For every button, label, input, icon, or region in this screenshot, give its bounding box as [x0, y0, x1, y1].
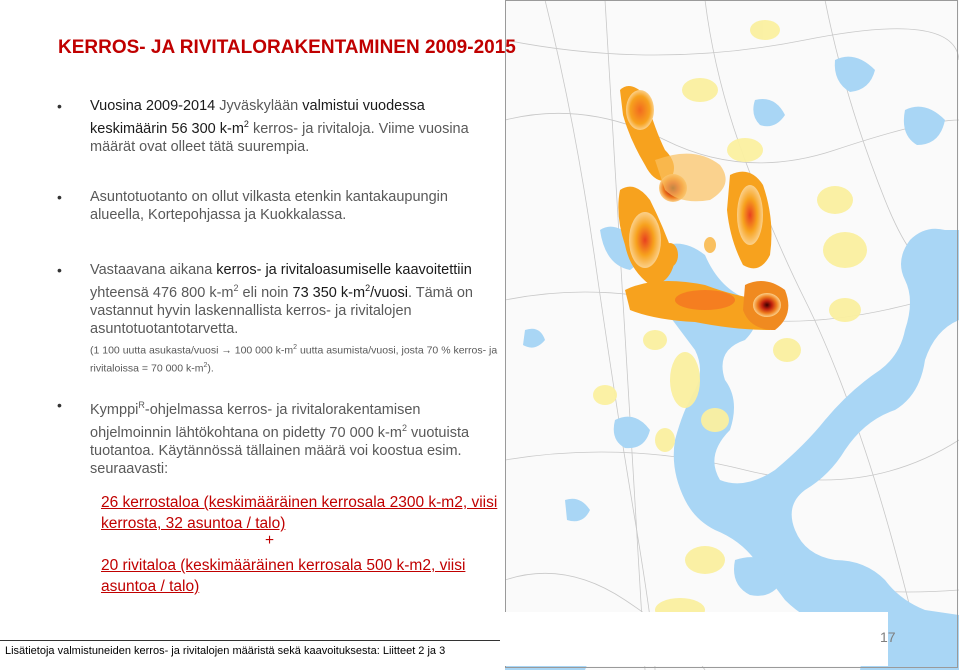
text-average: valmistui vuodessa keskimäärin 56 300 k-m — [90, 98, 425, 137]
text-part: Vastaavana aikana — [90, 262, 217, 278]
text-sup: 2 — [293, 343, 298, 351]
bullet-production — [57, 97, 500, 156]
text-city: Jyväskylään — [215, 98, 303, 114]
text-part: 73 350 k-m — [292, 284, 366, 301]
text-part: . Tämä on vastannut hyvin laskennallista kerros- ja rivitalojen asuntotuotantotarvetta. — [90, 284, 473, 337]
bullet-housing — [57, 188, 500, 224]
calc-note — [90, 340, 500, 377]
text-part: ). — [207, 362, 214, 375]
text-part: (1 100 uutta asukasta/vuosi → 100 000 k-m — [90, 344, 294, 357]
slide-title: KERROS- JA RIVITALORAKENTAMINEN 2009-2015 — [58, 37, 516, 58]
text-sup: R — [138, 400, 145, 410]
text-years: Vuosina 2009-2014 — [90, 98, 216, 114]
text-part: yhteensä 476 800 k-m — [90, 284, 234, 301]
text-part: vuotuista tuotantoa. Käytännössä tällainen määrä voi koostua esim. seuraavasti: — [90, 424, 470, 477]
text-part: kerros- ja rivitaloasumiselle kaavoitettiin — [216, 262, 472, 278]
heat-map — [505, 0, 959, 670]
page-number: 17 — [880, 629, 896, 645]
text-sup: 2 — [365, 283, 371, 293]
bullet-dot: • — [57, 397, 62, 413]
bullet-dot: • — [57, 98, 62, 114]
example-row-houses: 20 rivitaloa (keskimääräinen kerrosala 500 k-m2, viisi asuntoa / talo) — [101, 557, 466, 595]
bullet-zoning — [57, 261, 500, 377]
plus-sign: + — [265, 532, 275, 549]
text-part: -ohjelmassa kerros- ja rivitalorakentamisen ohjelmoinnin lähtökohtana on pidetty 70 000 k-m — [90, 401, 421, 441]
text-part: /vuosi — [370, 284, 408, 301]
footer-note: Lisätietoja valmistuneiden kerros- ja rivitalojen määristä sekä kaavoituksesta: Liitteet 2 ja 3 — [5, 645, 446, 657]
text-housing: Asuntotuotanto on ollut vilkasta etenkin kantakaupungin alueella, Kortepohjassa ja Kuokkalassa. — [90, 189, 448, 223]
text-sup: 2 — [401, 422, 407, 433]
text-part: uutta asumista/vuosi, josta 70 % kerros- ja rivitaloissa = 70 000 k-m — [90, 344, 498, 375]
text-rest: kerros- ja rivitaloja. Viime vuosina määrät ovat olleet tätä suurempia. — [90, 120, 469, 155]
text-part: Kymppi — [90, 401, 139, 418]
text-sup: 2 — [203, 362, 208, 370]
bullet-dot: • — [57, 262, 62, 278]
text-sup: 2 — [243, 119, 249, 129]
bullet-program — [57, 396, 500, 478]
bullet-dot: • — [57, 189, 62, 205]
footer-backdrop — [470, 612, 888, 666]
text-part: eli noin — [238, 284, 293, 301]
example-apartment-buildings: 26 kerrostaloa (keskimääräinen kerrosala 2300 k-m2, viisi kerrosta, 32 asuntoa / talo) — [101, 494, 498, 532]
text-sup: 2 — [233, 283, 239, 293]
footer-divider — [0, 640, 500, 641]
